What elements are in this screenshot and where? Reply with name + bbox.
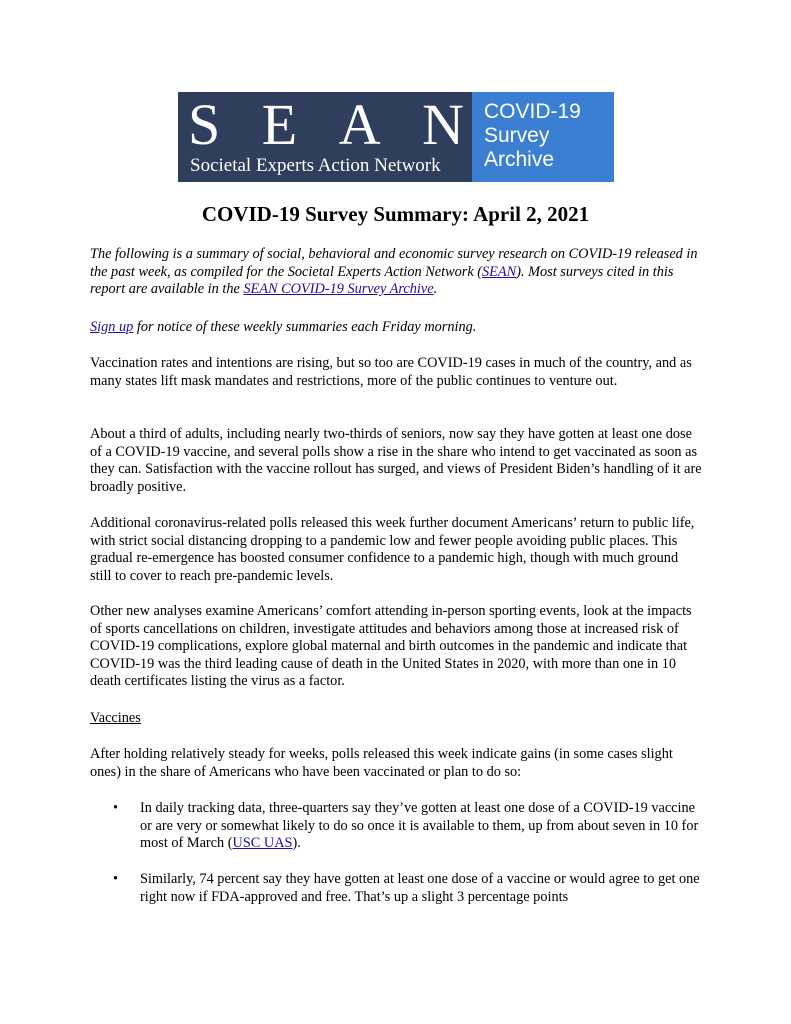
archive-line: Survey <box>484 124 550 147</box>
list-item-text <box>140 800 700 853</box>
intro-text: ). Most surveys cited in this report are available in the <box>90 263 674 297</box>
intro-paragraph <box>90 246 702 299</box>
list-item-text: Similarly, 74 percent say they have gotten at least one dose of a vaccine or would agree to get one right now if FDA-approved and free. That’s up a slight 3 percentage points <box>140 871 700 905</box>
usc-uas-link[interactable]: USC UAS <box>232 835 293 851</box>
sean-logo-wordmark <box>188 92 464 158</box>
bullet-icon: • <box>113 871 119 887</box>
bullet-text: In daily tracking data, three-quarters say they’ve gotten at least one dose of a COVID-19 vaccine or are very or somewhat likely to do so once it is available to them, up from about seven in 10 for most of March ( <box>140 800 699 851</box>
sean-link[interactable]: SEAN <box>482 263 517 280</box>
logo-letter: E <box>261 92 298 157</box>
signup-text: for notice of these weekly summaries each Friday morning. <box>133 319 477 335</box>
logo-letter: N <box>422 92 464 157</box>
body-paragraph: Other new analyses examine Americans’ comfort attending in-person sporting events, look at the impacts of sports cancellations on children, investigate attitudes and behaviors among those at increased risk of COVID-19 complications, explore global maternal and birth outcomes in the pandemic and indicate that COVID-19 was the third leading cause of death in the United States in 2020, with more than one in 10 death certificates listing the virus as a factor. <box>90 603 692 689</box>
section-heading: Vaccines <box>90 710 141 726</box>
archive-line: COVID-19 <box>484 100 581 123</box>
signup-paragraph <box>90 319 702 337</box>
sean-logo-panel <box>178 92 472 182</box>
section-intro: After holding relatively steady for weeks, polls released this week indicate gains (in some cases slight ones) in the share of Americans who have been vaccinated or plan to do so: <box>90 746 673 780</box>
intro-text: The following is a summary of social, behavioral and economic survey research on COVID-19 released in the past week, as compiled for the Societal Experts Action Network ( <box>90 246 698 280</box>
archive-label <box>484 100 581 172</box>
body-paragraph: Additional coronavirus-related polls released this week further document Americans’ return to public life, with strict social distancing dropping to a pandemic low and fewer people avoiding public places. This gradual re-emergence has boosted consumer confidence to a pandemic high, though with much ground still to cover to reach pre-pandemic levels. <box>90 515 695 584</box>
sean-logo-subtitle: Societal Experts Action Network <box>190 155 441 176</box>
intro-text: . <box>433 281 438 297</box>
bullet-icon: • <box>113 800 119 816</box>
bullet-text: ). <box>292 835 301 851</box>
signup-link[interactable]: Sign up <box>90 319 134 335</box>
logo-letter: A <box>338 92 381 157</box>
body-paragraph: Vaccination rates and intentions are rising, but so too are COVID-19 cases in much of the country, and as many states lift mask mandates and restrictions, more of the public continues to venture out. <box>90 355 692 389</box>
sean-banner <box>178 92 614 182</box>
page-title: COVID-19 Survey Summary: April 2, 2021 <box>201 202 590 226</box>
archive-panel <box>472 92 614 182</box>
archive-line: Archive <box>484 148 555 171</box>
body-paragraph: About a third of adults, including nearly two-thirds of seniors, now say they have gotten at least one dose of a COVID-19 vaccine, and several polls show a rise in the share who intend to get vaccinated as soon as they can. Satisfaction with the vaccine rollout has surged, and views of President Biden’s handling of it are broadly positive. <box>90 426 702 495</box>
survey-archive-link[interactable]: SEAN COVID-19 Survey Archive <box>243 281 434 297</box>
logo-letter: S <box>188 92 221 157</box>
